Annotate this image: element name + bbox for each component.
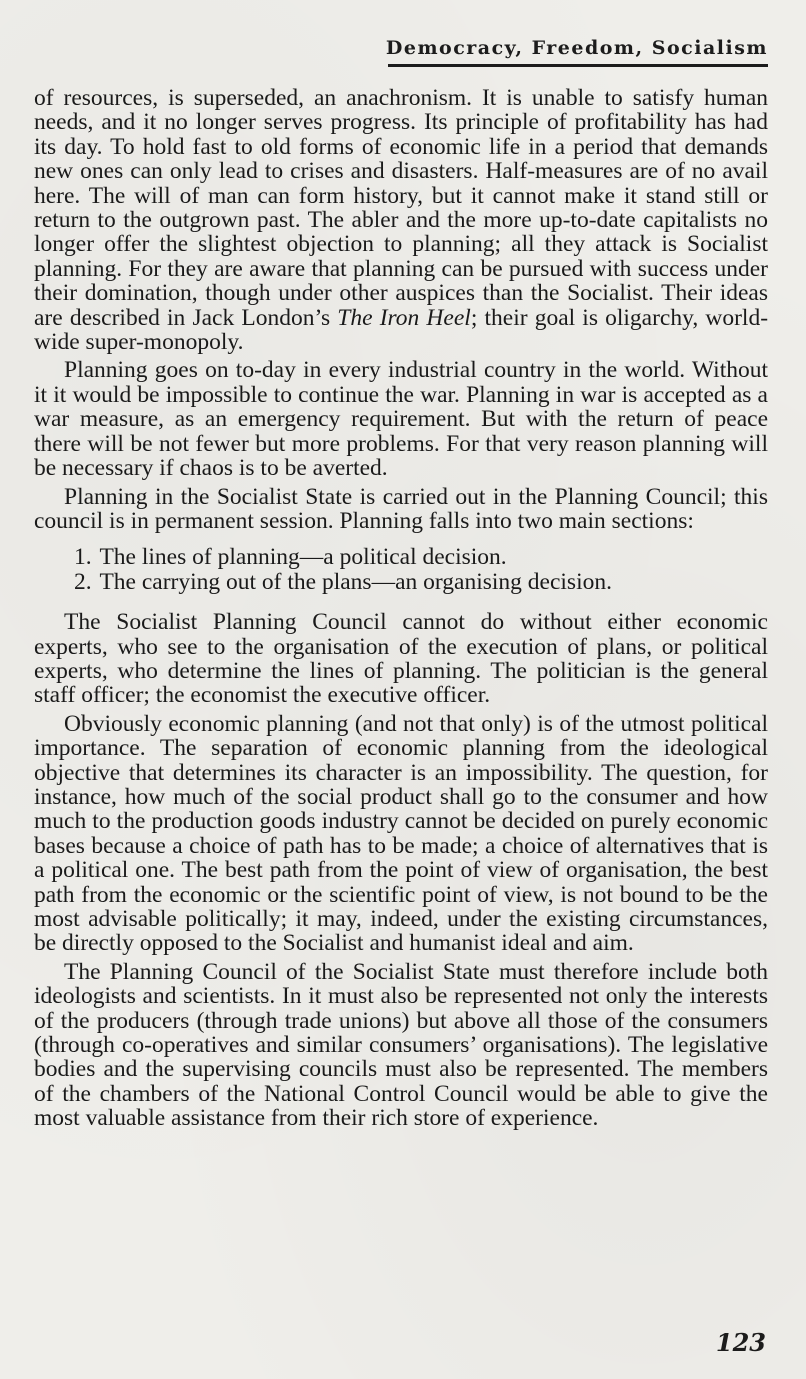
running-head-title: Democracy, Freedom, Socialism: [385, 37, 768, 59]
paragraph-6: The Planning Council of the Socialist State must therefore include both ideologists and scientists. In it must also be represented not only the interests of the producers (through trade unions) but above all those of the consumers (through co-operatives and similar consumers’ organisations). The legislative bodies and the supervising councils must also be represented. The members of the chambers of the National Control Council would be able to give the most valuable assistance from their rich store of experience.: [34, 958, 768, 1132]
list-item: [74, 570, 768, 594]
paragraph-1-text: of resources, is superseded, an anachronism. It is unable to satisfy human needs, and it no longer serves progress. Its principle of profitability has had its day. To hold fast to old forms of economic life in a period that demands new ones can only lead to crises and disasters. Half-measures are of no avail here. The will of man can form history, but it cannot make it stand still or return to the outgrown past. The abler and the more up-to-date capitalists no longer offer the slightest objection to planning; all they attack is Socialist planning. For they are aware that planning can be pursued with success under their domination, though under other auspices than the Socialist. Their ideas are described in Jack London’s: [34, 85, 768, 331]
list-item-text: The lines of planning—a political decision.: [99, 544, 507, 571]
paragraph-1: [34, 86, 768, 354]
paragraph-3: Planning in the Socialist State is carried out in the Planning Council; this council is in permanent session. Planning falls into two main sections:: [34, 483, 768, 534]
body-text: [34, 86, 768, 1131]
paragraph-1-end: ; their goal is oligarchy, world-wide super-monopoly.: [34, 304, 769, 356]
paragraph-4: The Socialist Planning Council cannot do without either economic experts, who see to the organisation of the execution of plans, or political experts, who determine the lines of planning. The politician is the general staff officer; the economist the executive officer.: [34, 609, 768, 709]
paragraph-2: Planning goes on to-day in every industrial country in the world. Without it it would be impossible to continue the war. Planning in war is accepted as a war measure, as an emergency requirement. But with the return of peace there will be not fewer but more problems. For that very reason planning will be necessary if chaos is to be averted.: [34, 357, 768, 482]
page-number: 123: [715, 1328, 766, 1357]
list-item-number: 2.: [74, 568, 92, 595]
list-item: [74, 545, 768, 569]
paragraph-5: Obviously economic planning (and not that only) is of the utmost political importance. The separation of economic planning from the ideological objective that determines its character is an impossibility. The question, for instance, how much of the social product shall go to the consumer and how much to the production goods industry cannot be decided on purely economic bases because a choice of path has to be made; a choice of alternatives that is a political one. The best path from the point of view of organisation, the best path from the economic or the scientific point of view, is not bound to be the most advisable politically; it may, indeed, under the existing circumstances, be directly opposed to the Socialist and humanist ideal and aim.: [34, 710, 768, 957]
book-title: The Iron Heel: [337, 304, 471, 331]
numbered-list: [34, 545, 768, 594]
list-item-text: The carrying out of the plans—an organising decision.: [99, 568, 612, 595]
list-item-number: 1.: [74, 544, 92, 571]
header-rule: [388, 64, 768, 67]
